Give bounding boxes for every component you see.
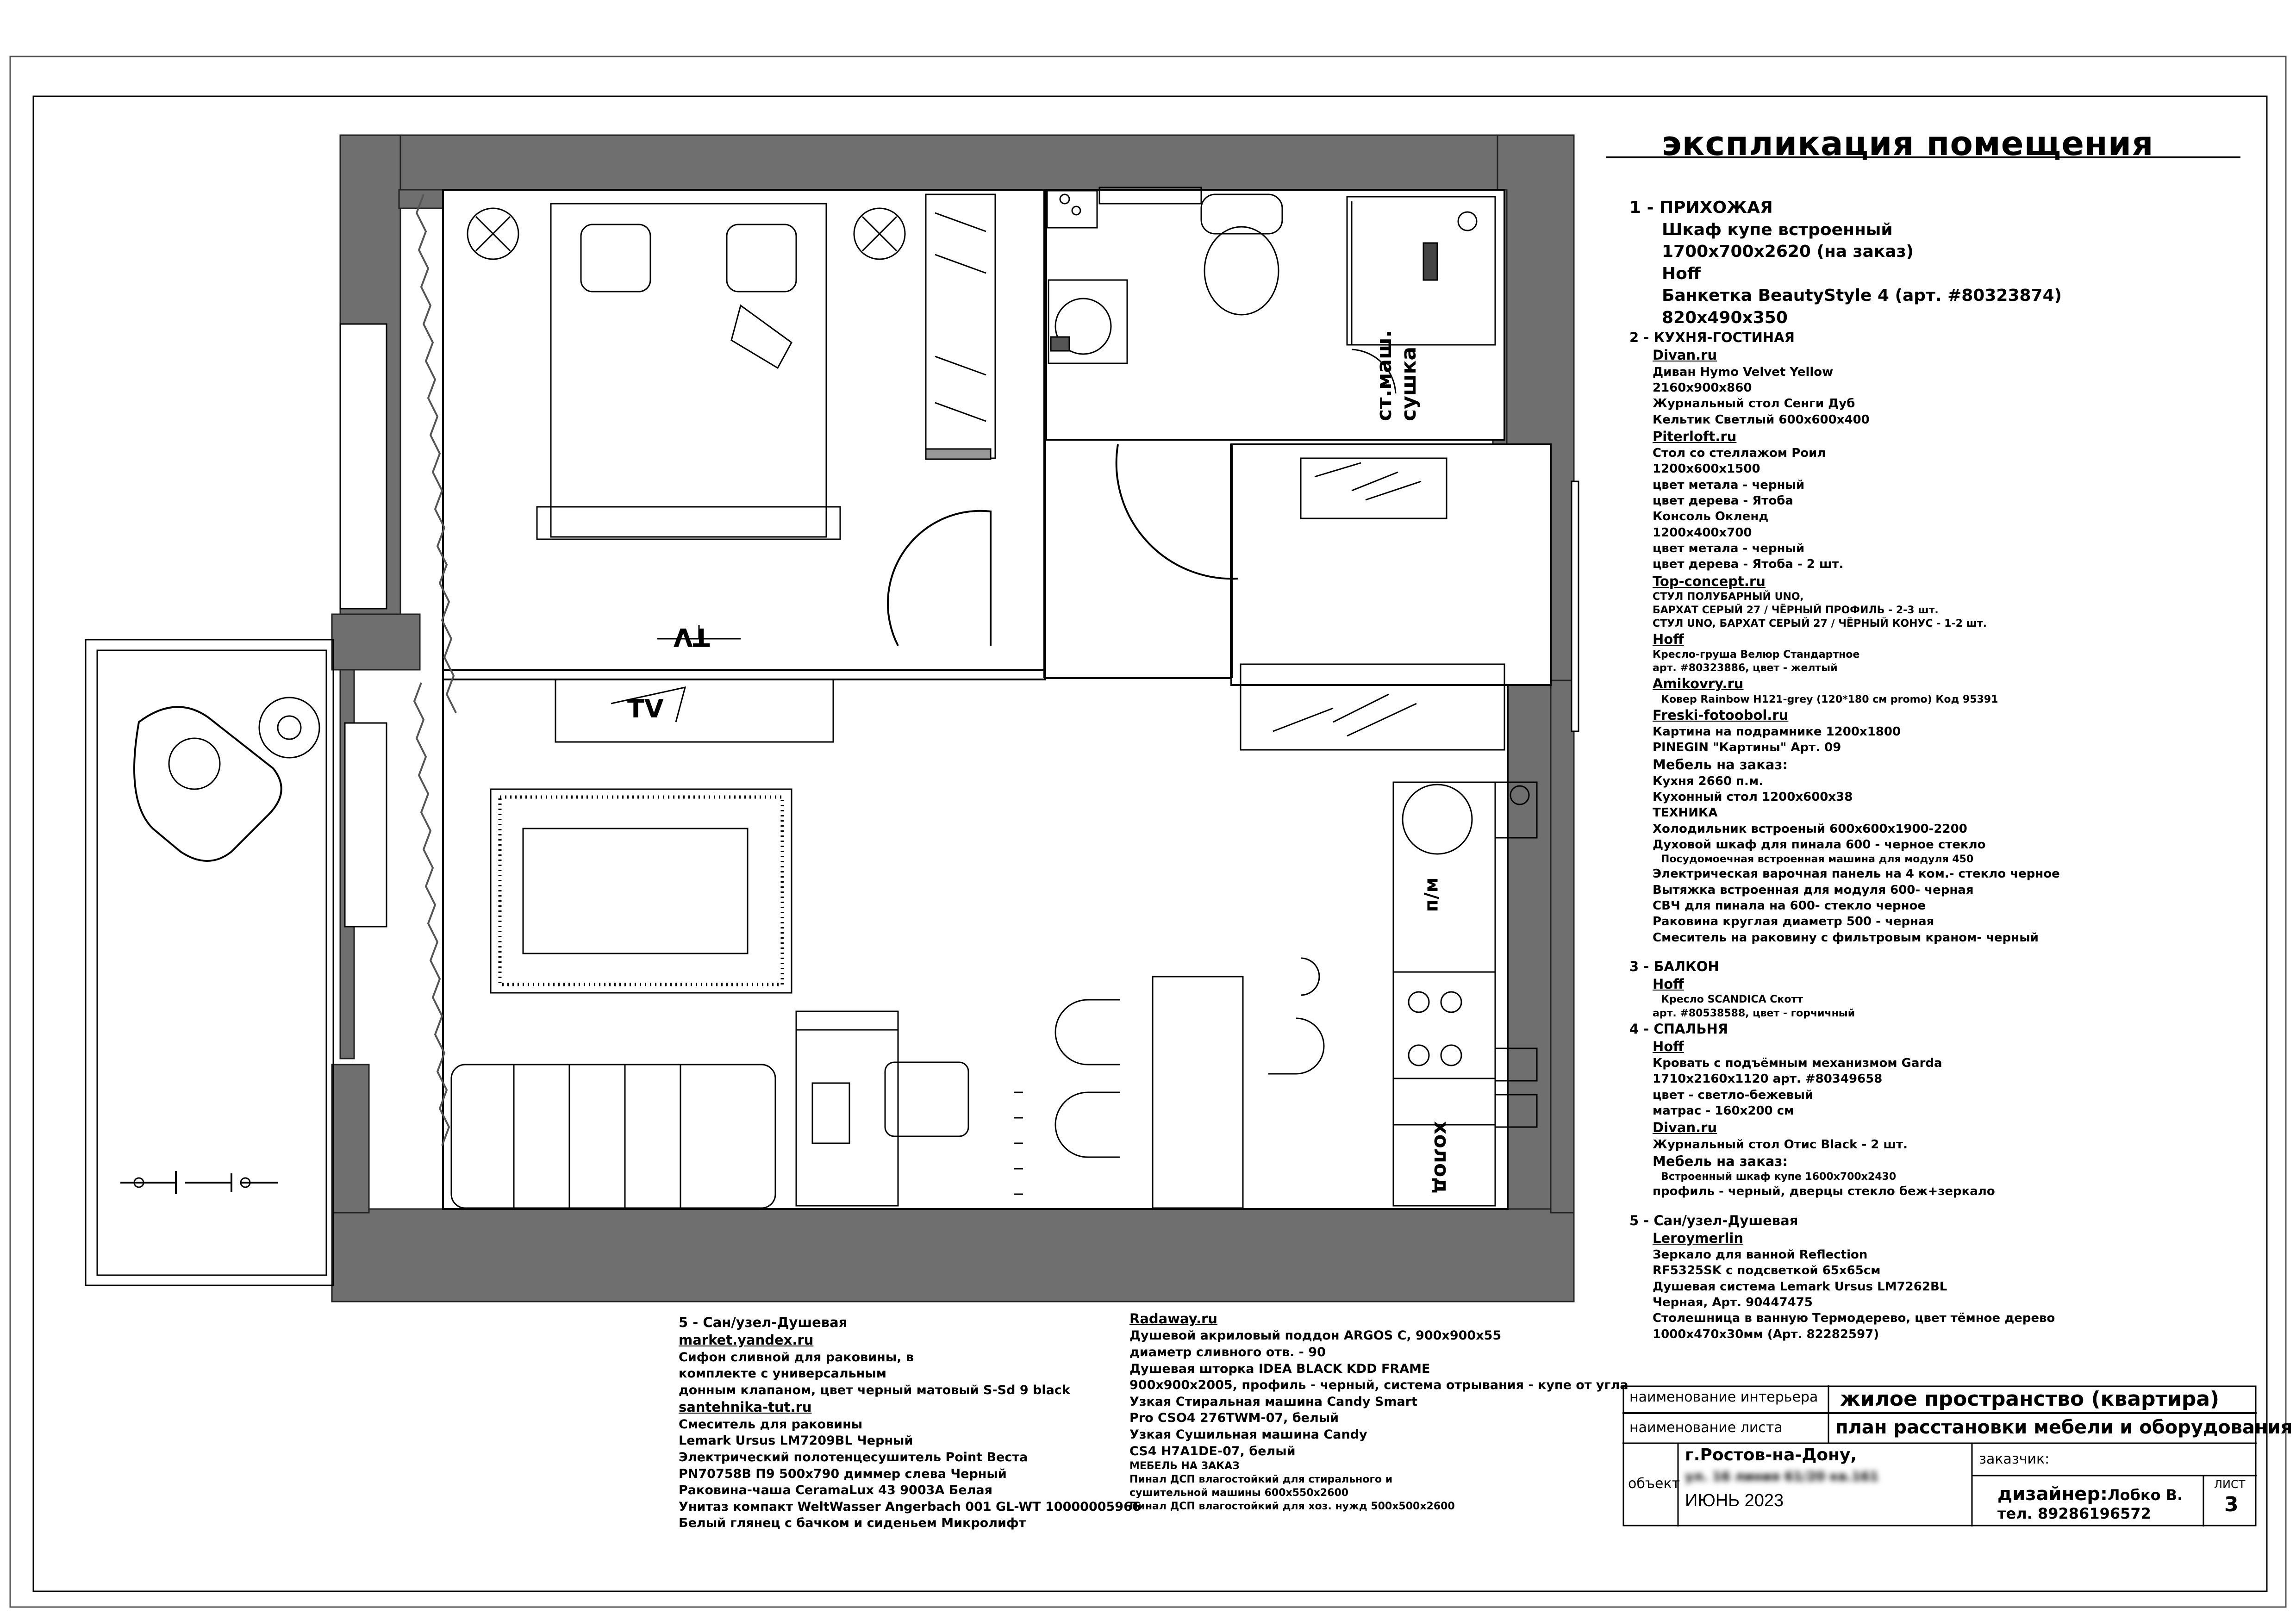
note-right-line: сушительной машины 600х550х2600 bbox=[1129, 1487, 1349, 1499]
explication-line: СТУЛ ПОЛУБАРНЫЙ UNO, bbox=[1653, 591, 1804, 603]
date: ИЮНЬ 2023 bbox=[1685, 1491, 1784, 1510]
note-left-line: Белый глянец с бачком и сиденьем Микролифт bbox=[679, 1516, 1026, 1531]
designer-line bbox=[1997, 1483, 2183, 1505]
explication-line: Душевая система Lemark Ursus LM7262BL bbox=[1653, 1279, 1947, 1294]
hallway bbox=[1231, 444, 1551, 685]
explication-line: Встроенный шкаф купе 1600х700х2430 bbox=[1661, 1171, 1897, 1183]
explication-line: Столешница в ванную Термодерево, цвет тёмное дерево bbox=[1653, 1311, 2055, 1326]
explication-line: 1200х600х1500 bbox=[1653, 462, 1760, 476]
note-left-line: Сифон сливной для раковины, в bbox=[679, 1350, 914, 1365]
tv-living-label: TV bbox=[627, 694, 664, 723]
notes-shower-laundry bbox=[1129, 1310, 1628, 1513]
laundry-column-label bbox=[1373, 330, 1458, 421]
explication-line: 1000х470х30мм (Арт. 82282597) bbox=[1653, 1327, 1879, 1341]
explication-line: Ковер Rainbow H121-grey (120*180 см promo) Код 95391 bbox=[1661, 693, 1998, 705]
note-left-line: Смеситель для раковины bbox=[679, 1417, 863, 1432]
explication-line: 1200х400х700 bbox=[1653, 525, 1752, 540]
explication-line: Раковина круглая диаметр 500 - черная bbox=[1653, 915, 1934, 929]
designer-name: Лобко В. bbox=[2108, 1486, 2183, 1504]
explication-line bbox=[1629, 1200, 2287, 1212]
note-right-line: Узкая Стиральная машина Candy Smart bbox=[1129, 1394, 1417, 1409]
explication-line: Банкетка BeautyStyle 4 (арт. #80323874) bbox=[1662, 286, 2062, 305]
explication-line: Кровать с подъёмным механизмом Garda bbox=[1653, 1056, 1942, 1071]
explication-line: Зеркало для ванной Reflection bbox=[1653, 1248, 1868, 1262]
explication-line: Hoff bbox=[1662, 264, 1701, 283]
client-label: заказчик: bbox=[1979, 1451, 2050, 1467]
explication-title: экспликация помещения bbox=[1662, 124, 2154, 163]
tv-bedroom-label: TV bbox=[674, 623, 710, 652]
explication-line: Диван Hymo Velvet Yellow bbox=[1653, 365, 1834, 379]
explication-line: Картина на подрамнике 1200х1800 bbox=[1653, 724, 1901, 739]
explication-line: 1710х2160х1120 арт. #80349658 bbox=[1653, 1072, 1883, 1086]
note-left-line: Lemark Ursus LM7209BL Черный bbox=[679, 1433, 913, 1448]
explication-line: цвет дерева - Ятоба bbox=[1653, 494, 1793, 508]
note-left-line: Раковина-чаша CeramaLux 43 9003A Белая bbox=[679, 1483, 992, 1498]
explication-line: Leroymerlin bbox=[1653, 1230, 1743, 1246]
explication-line: 4 - СПАЛЬНЯ bbox=[1629, 1021, 1728, 1037]
living-kitchen bbox=[443, 678, 1508, 1209]
explication-line: Hoff bbox=[1653, 976, 1684, 992]
explication-line: цвет - светло-бежевый bbox=[1653, 1088, 1814, 1102]
explication-line: Кельтик Светлый 600х600х400 bbox=[1653, 412, 1870, 427]
note-left-line: market.yandex.ru bbox=[679, 1332, 814, 1348]
fridge-label: холод bbox=[1429, 1121, 1453, 1194]
object-city: г.Ростов-на-Дону, bbox=[1685, 1446, 1857, 1464]
object-address: ул. 16 линия 61/20 кв.161 bbox=[1685, 1469, 1879, 1484]
note-left-line: santehnika-tut.ru bbox=[679, 1399, 812, 1415]
note-right-line: Душевая шторка IDEA BLACK KDD FRAME bbox=[1129, 1361, 1430, 1376]
explication-line: цвет дерева - Ятоба - 2 шт. bbox=[1653, 557, 1844, 572]
explication-line: Кухонный стол 1200х600х38 bbox=[1653, 790, 1853, 804]
explication-line: арт. #80323886, цвет - желтый bbox=[1653, 662, 1838, 674]
note-left-line: PN70758B П9 500x790 диммер слева Черный bbox=[679, 1466, 1007, 1481]
note-right-line: Пинал ДСП влагостойкий для стирального и bbox=[1129, 1474, 1393, 1486]
note-left-line: 5 - Сан/узел-Душевая bbox=[679, 1315, 848, 1330]
interior-name-value: жилое пространство (квартира) bbox=[1840, 1387, 2220, 1411]
explication-line: 1 - ПРИХОЖАЯ bbox=[1629, 198, 1773, 217]
explication-line: Духовой шкаф для пинала 600 - черное стекло bbox=[1653, 838, 1986, 852]
notes-bathroom-sources bbox=[679, 1314, 1141, 1532]
explication-list bbox=[1629, 197, 2287, 1342]
laundry-label-dryer: сушка bbox=[1397, 346, 1421, 421]
note-right-line: МЕБЕЛЬ НА ЗАКАЗ bbox=[1129, 1460, 1240, 1472]
page-number: 3 bbox=[2224, 1493, 2239, 1516]
note-right-line: Узкая Сушильная машина Candy bbox=[1129, 1427, 1367, 1442]
explication-line: Divan.ru bbox=[1653, 1120, 1717, 1136]
explication-line: Посудомоечная встроенная машина для модуля 450 bbox=[1661, 854, 1974, 866]
explication-line: Hoff bbox=[1653, 631, 1684, 647]
note-left-line: Унитаз компакт WeltWasser Angerbach 001 GL-WT 10000005966 bbox=[679, 1499, 1141, 1514]
note-right-line: 900х900х2005, профиль - черный, система отрывания - купе от угла bbox=[1129, 1378, 1628, 1393]
explication-line: Шкаф купе встроенный bbox=[1662, 220, 1893, 239]
explication-line: Divan.ru bbox=[1653, 347, 1717, 363]
explication-line: Вытяжка встроенная для модуля 600- черная bbox=[1653, 883, 1974, 897]
explication-line: Консоль Окленд bbox=[1653, 510, 1769, 524]
explication-line: БАРХАТ СЕРЫЙ 27 / ЧЁРНЫЙ ПРОФИЛЬ - 2-3 шт. bbox=[1653, 604, 1939, 616]
explication-line: 820х490х350 bbox=[1662, 308, 1788, 327]
explication-line: PINEGIN "Картины" Арт. 09 bbox=[1653, 741, 1841, 755]
explication-line: 2 - КУХНЯ-ГОСТИНАЯ bbox=[1629, 330, 1795, 346]
explication-line: Журнальный стол Сенги Дуб bbox=[1653, 397, 1855, 411]
dishwasher-label: п/м bbox=[1421, 877, 1442, 912]
explication-line: RF5325SK с подсветкой 65х65см bbox=[1653, 1264, 1881, 1278]
explication-line: 5 - Сан/узел-Душевая bbox=[1629, 1212, 1798, 1228]
note-right-line: диаметр сливного отв. - 90 bbox=[1129, 1345, 1326, 1359]
note-left-line: Электрический полотенцесушитель Point Веста bbox=[679, 1450, 1028, 1464]
note-right-line: Pro CSO4 276TWM-07, белый bbox=[1129, 1411, 1339, 1426]
explication-line: Черная, Арт. 90447475 bbox=[1653, 1295, 1813, 1309]
explication-line: Холодильник встроеный 600х600х1900-2200 bbox=[1653, 822, 1967, 836]
explication-line: профиль - черный, дверцы стекло беж+зеркало bbox=[1653, 1184, 1995, 1199]
note-right-line: Пинал ДСП влагостойкий для хоз. нужд 500х500х2600 bbox=[1129, 1501, 1455, 1513]
explication-line: Top-concept.ru bbox=[1653, 573, 1766, 589]
explication-line: 1700х700х2620 (на заказ) bbox=[1662, 242, 1914, 262]
explication-line: Мебель на заказ: bbox=[1653, 1153, 1788, 1169]
explication-line: Hoff bbox=[1653, 1038, 1684, 1054]
explication-line: цвет метала - черный bbox=[1653, 478, 1805, 492]
explication-line: Кресло SCANDICA Скотт bbox=[1661, 994, 1803, 1006]
explication-line: арт. #80538588, цвет - горчичный bbox=[1653, 1007, 1855, 1019]
explication-line: Amikovry.ru bbox=[1653, 676, 1744, 692]
sheet-name-value: план расстановки мебели и оборудования bbox=[1835, 1417, 2293, 1438]
note-right-line: CS4 H7A1DE-07, белый bbox=[1129, 1444, 1296, 1458]
designer-label: дизайнер: bbox=[1997, 1483, 2108, 1505]
note-left-line: донным клапаном, цвет черный матовый S-Sd 9 black bbox=[679, 1383, 1070, 1397]
sheet-name-label: наименование листа bbox=[1629, 1420, 1783, 1436]
explication-line: Журнальный стол Отис Black - 2 шт. bbox=[1653, 1137, 1908, 1152]
explication-line: ТЕХНИКА bbox=[1653, 806, 1718, 820]
explication-line: 2160х900х860 bbox=[1653, 380, 1752, 395]
balcony bbox=[86, 640, 333, 1285]
designer-phone: тел. 89286196572 bbox=[1997, 1505, 2151, 1522]
explication-line: СВЧ для пинала на 600- стекло черное bbox=[1653, 899, 1926, 913]
explication-line: СТУЛ UNO, БАРХАТ СЕРЫЙ 27 / ЧЁРНЫЙ КОНУС - 1-2 шт. bbox=[1653, 617, 1987, 629]
object-label: объект bbox=[1628, 1476, 1680, 1492]
explication-line: Смеситель на раковину с фильтровым краном- черный bbox=[1653, 930, 2039, 945]
explication-line: Freski-fotoobol.ru bbox=[1653, 707, 1789, 723]
explication-line: Piterloft.ru bbox=[1653, 428, 1737, 444]
explication-line: Электрическая варочная панель на 4 ком.- стекло черное bbox=[1653, 867, 2060, 881]
explication-line: Кухня 2660 п.м. bbox=[1653, 774, 1764, 788]
interior-name-label: наименование интерьера bbox=[1629, 1389, 1818, 1405]
page-label: ЛИСТ bbox=[2214, 1478, 2246, 1491]
explication-line: матрас - 160х200 см bbox=[1653, 1104, 1794, 1118]
title-block bbox=[1622, 1385, 2293, 1527]
explication-line: Кресло-груша Велюр Стандартное bbox=[1653, 649, 1860, 661]
explication-line: цвет метала - черный bbox=[1653, 542, 1805, 556]
note-right-line: Radaway.ru bbox=[1129, 1311, 1217, 1327]
explication-line: 3 - БАЛКОН bbox=[1629, 958, 1719, 974]
explication-line: Стол со стеллажом Роил bbox=[1653, 446, 1826, 461]
note-right-line: Душевой акриловый поддон ARGOS C, 900х900х55 bbox=[1129, 1328, 1502, 1343]
note-left-line: комплекте с универсальным bbox=[679, 1366, 886, 1381]
laundry-label-washer: ст.маш. bbox=[1373, 330, 1396, 421]
explication-rule bbox=[1606, 156, 2240, 158]
explication-line: Мебель на заказ: bbox=[1653, 756, 1788, 773]
explication-line bbox=[1629, 946, 2287, 958]
